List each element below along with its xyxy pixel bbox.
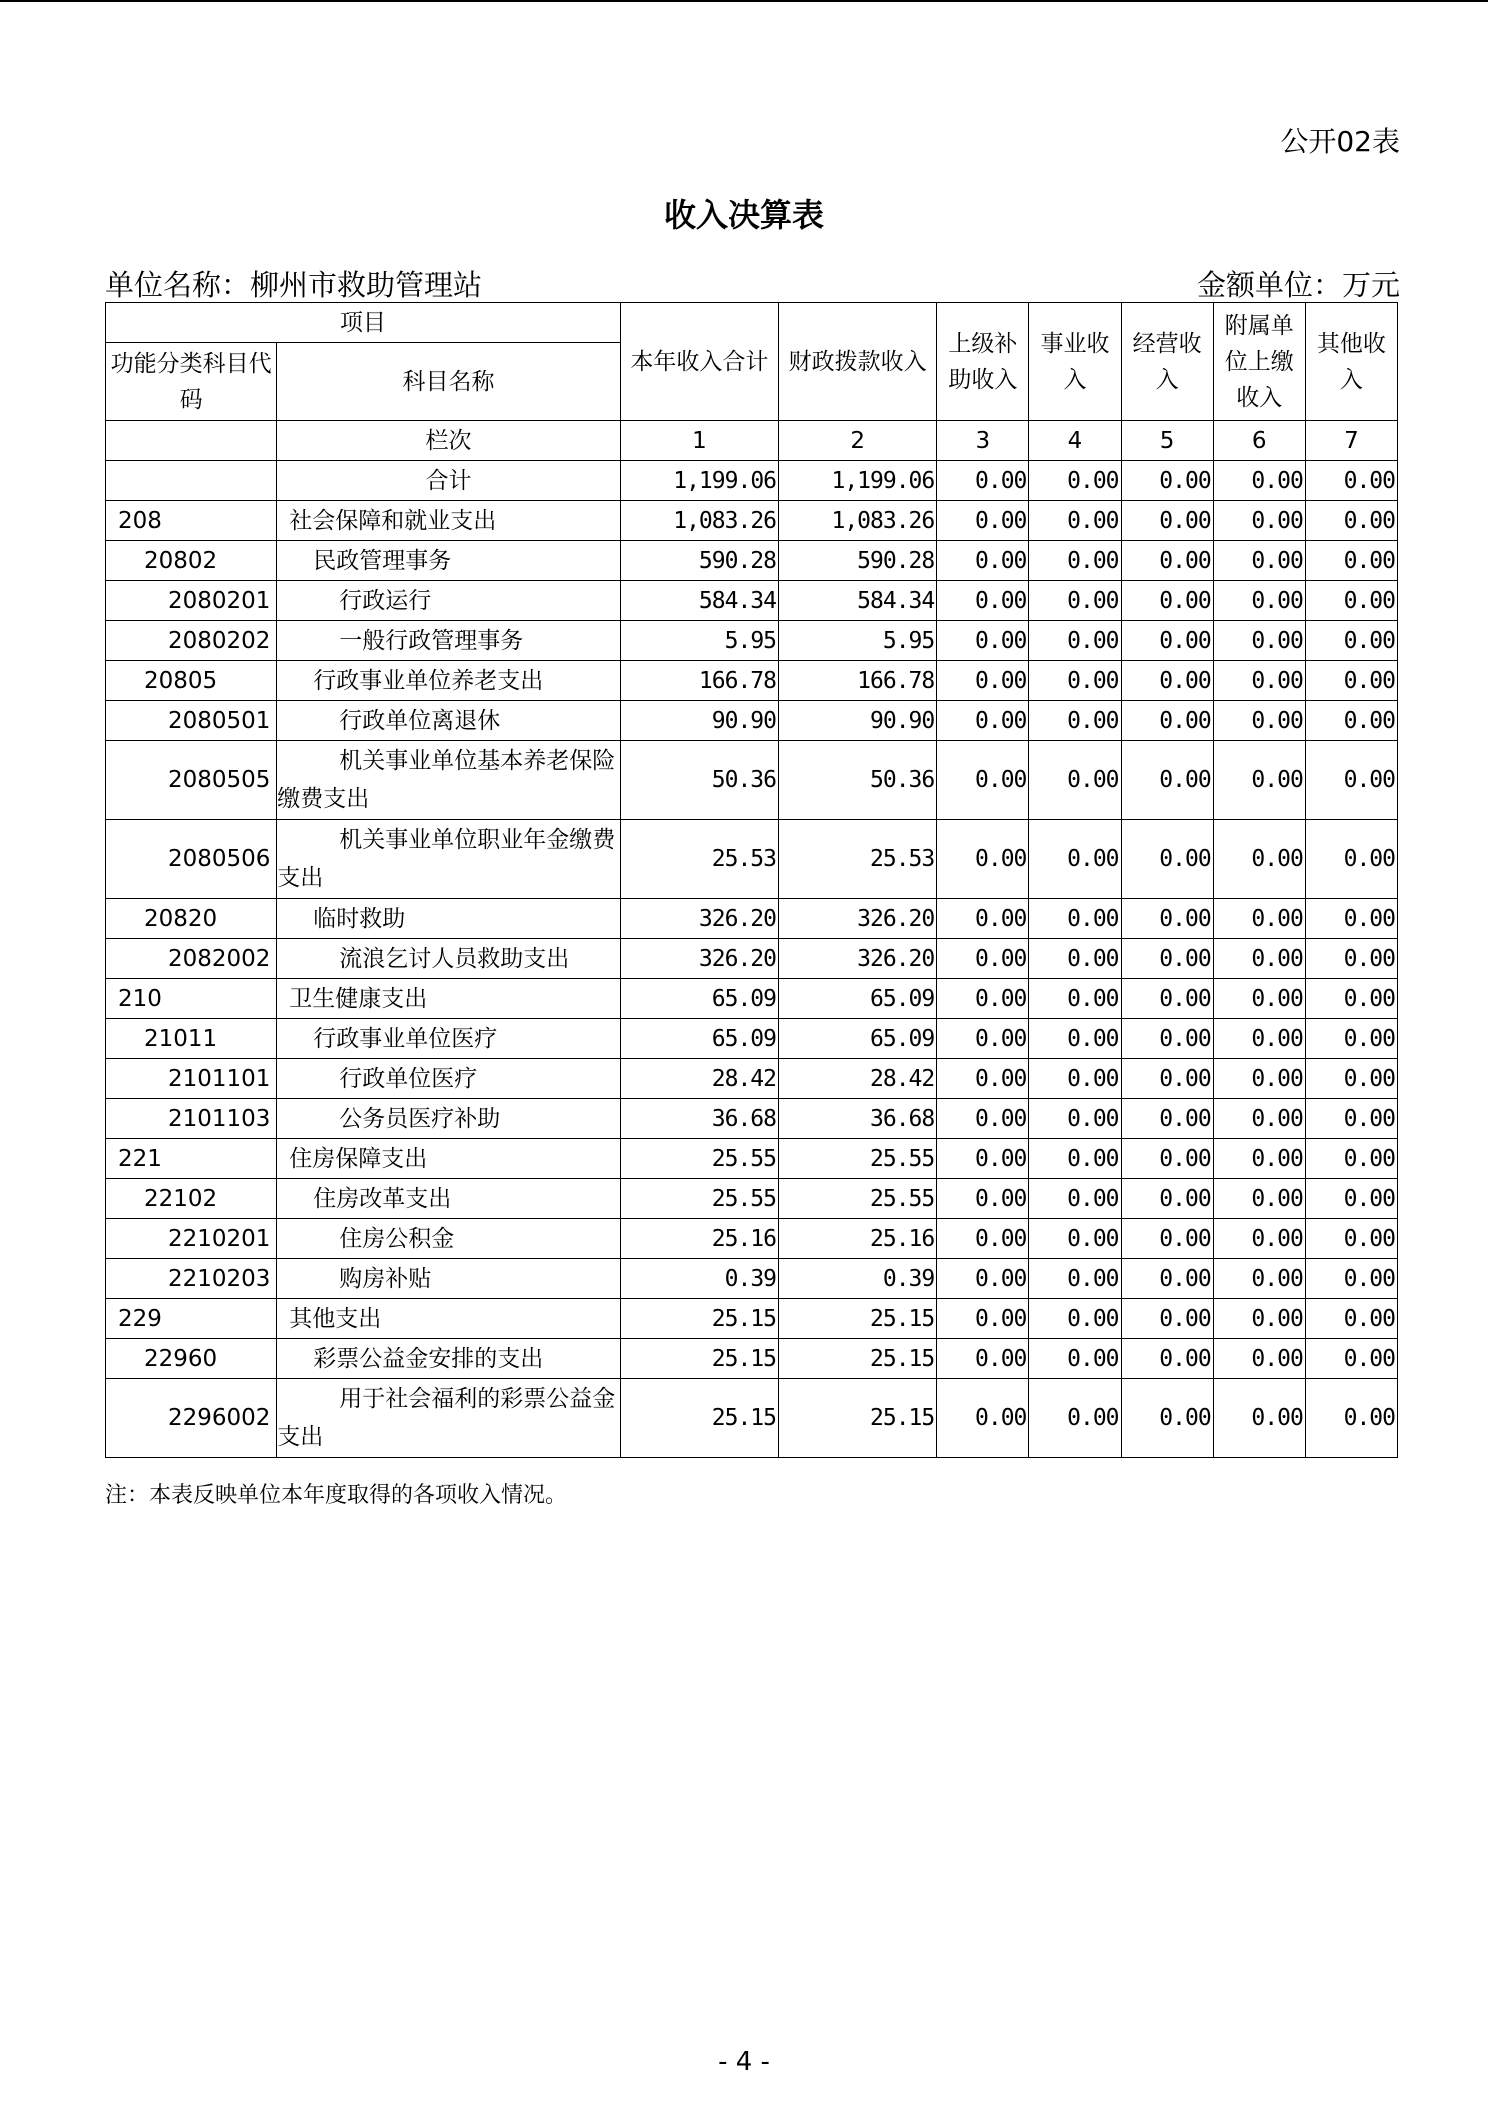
value-cell-col-3: 0.00 [937, 1339, 1029, 1379]
value-cell-col-6: 0.00 [1213, 501, 1305, 541]
value-cell-col-7: 0.00 [1305, 1379, 1397, 1458]
table-row [106, 501, 1398, 541]
value-cell-col-4: 0.00 [1029, 1179, 1121, 1219]
header-total-income: 本年收入合计 [620, 303, 778, 421]
value-cell-col-5: 0.00 [1121, 1099, 1213, 1139]
subject-code-cell: 2080201 [106, 581, 277, 621]
header-affiliated-income: 附属单位上缴收入 [1213, 303, 1305, 421]
header-blank [106, 421, 277, 461]
value-cell-col-3: 0.00 [937, 979, 1029, 1019]
value-cell-col-7: 0.00 [1305, 1259, 1397, 1299]
header-code: 功能分类科目代码 [106, 343, 277, 421]
value-cell-col-2: 50.36 [779, 741, 937, 820]
value-cell-col-5: 0.00 [1121, 1339, 1213, 1379]
value-cell-col-1: 25.16 [620, 1219, 778, 1259]
header-name: 科目名称 [277, 343, 621, 421]
value-cell-col-1: 1,083.26 [620, 501, 778, 541]
value-cell-col-2: 326.20 [779, 939, 937, 979]
value-cell-col-5: 0.00 [1121, 741, 1213, 820]
value-cell-col-6: 0.00 [1213, 1259, 1305, 1299]
value-cell-col-4: 0.00 [1029, 1099, 1121, 1139]
value-cell-col-4: 0.00 [1029, 1139, 1121, 1179]
value-cell-col-5: 0.00 [1121, 461, 1213, 501]
value-cell-col-6: 0.00 [1213, 1299, 1305, 1339]
subject-name-cell: 住房保障支出 [277, 1139, 621, 1179]
value-cell-col-2: 326.20 [779, 899, 937, 939]
value-cell-col-7: 0.00 [1305, 1139, 1397, 1179]
col-num-3: 3 [937, 421, 1029, 461]
value-cell-col-5: 0.00 [1121, 1179, 1213, 1219]
subject-name-cell: 彩票公益金安排的支出 [277, 1339, 621, 1379]
value-cell-col-5: 0.00 [1121, 1299, 1213, 1339]
subject-code-cell: 2210203 [106, 1259, 277, 1299]
col-num-4: 4 [1029, 421, 1121, 461]
subject-name-cell: 购房补贴 [277, 1259, 621, 1299]
value-cell-col-1: 326.20 [620, 899, 778, 939]
value-cell-col-2: 584.34 [779, 581, 937, 621]
value-cell-col-1: 28.42 [620, 1059, 778, 1099]
value-cell-col-5: 0.00 [1121, 701, 1213, 741]
value-cell-col-5: 0.00 [1121, 939, 1213, 979]
value-cell-col-2: 25.55 [779, 1139, 937, 1179]
table-row [106, 1339, 1398, 1379]
subject-code-cell: 22960 [106, 1339, 277, 1379]
subject-code-cell: 2210201 [106, 1219, 277, 1259]
value-cell-col-5: 0.00 [1121, 1259, 1213, 1299]
value-cell-col-1: 25.53 [620, 820, 778, 899]
value-cell-col-5: 0.00 [1121, 1139, 1213, 1179]
value-cell-col-6: 0.00 [1213, 1019, 1305, 1059]
value-cell-col-3: 0.00 [937, 820, 1029, 899]
value-cell-col-6: 0.00 [1213, 939, 1305, 979]
table-row [106, 820, 1398, 899]
value-cell-col-6: 0.00 [1213, 1059, 1305, 1099]
value-cell-col-5: 0.00 [1121, 1379, 1213, 1458]
value-cell-col-3: 0.00 [937, 581, 1029, 621]
value-cell-col-2: 65.09 [779, 979, 937, 1019]
col-num-1: 1 [620, 421, 778, 461]
table-row [106, 1019, 1398, 1059]
value-cell-col-1: 25.55 [620, 1179, 778, 1219]
value-cell-col-3: 0.00 [937, 461, 1029, 501]
value-cell-col-3: 0.00 [937, 1379, 1029, 1458]
value-cell-col-3: 0.00 [937, 541, 1029, 581]
amount-unit: 金额单位：万元 [1196, 268, 1400, 302]
subject-name-cell: 社会保障和就业支出 [277, 501, 621, 541]
value-cell-col-4: 0.00 [1029, 1219, 1121, 1259]
value-cell-col-7: 0.00 [1305, 741, 1397, 820]
table-row [106, 899, 1398, 939]
table-row [106, 979, 1398, 1019]
value-cell-col-7: 0.00 [1305, 621, 1397, 661]
subject-name-cell: 行政事业单位养老支出 [277, 661, 621, 701]
value-cell-col-4: 0.00 [1029, 939, 1121, 979]
subject-name-cell: 住房公积金 [277, 1219, 621, 1259]
value-cell-col-6: 0.00 [1213, 1339, 1305, 1379]
value-cell-col-5: 0.00 [1121, 541, 1213, 581]
value-cell-col-5: 0.00 [1121, 1019, 1213, 1059]
value-cell-col-2: 28.42 [779, 1059, 937, 1099]
col-num-5: 5 [1121, 421, 1213, 461]
value-cell-col-1: 65.09 [620, 1019, 778, 1059]
value-cell-col-4: 0.00 [1029, 621, 1121, 661]
value-cell-col-3: 0.00 [937, 1259, 1029, 1299]
value-cell-col-2: 25.15 [779, 1299, 937, 1339]
subject-name-cell: 行政事业单位医疗 [277, 1019, 621, 1059]
subject-code-cell: 2082002 [106, 939, 277, 979]
value-cell-col-7: 0.00 [1305, 1059, 1397, 1099]
value-cell-col-6: 0.00 [1213, 661, 1305, 701]
value-cell-col-1: 0.39 [620, 1259, 778, 1299]
value-cell-col-2: 25.15 [779, 1379, 937, 1458]
value-cell-col-3: 0.00 [937, 741, 1029, 820]
header-fiscal-income: 财政拨款收入 [779, 303, 937, 421]
value-cell-col-7: 0.00 [1305, 701, 1397, 741]
value-cell-col-7: 0.00 [1305, 581, 1397, 621]
value-cell-col-1: 1,199.06 [620, 461, 778, 501]
value-cell-col-6: 0.00 [1213, 741, 1305, 820]
table-row [106, 1259, 1398, 1299]
value-cell-col-5: 0.00 [1121, 979, 1213, 1019]
subject-name-cell: 机关事业单位基本养老保险缴费支出 [277, 741, 621, 820]
table-body [106, 461, 1398, 1458]
value-cell-col-6: 0.00 [1213, 820, 1305, 899]
value-cell-col-1: 25.15 [620, 1339, 778, 1379]
value-cell-col-5: 0.00 [1121, 581, 1213, 621]
header-operating-income: 经营收入 [1121, 303, 1213, 421]
value-cell-col-7: 0.00 [1305, 1339, 1397, 1379]
table-row [106, 1379, 1398, 1458]
value-cell-col-7: 0.00 [1305, 1299, 1397, 1339]
income-table [105, 302, 1398, 1458]
value-cell-col-3: 0.00 [937, 701, 1029, 741]
value-cell-col-4: 0.00 [1029, 741, 1121, 820]
subject-code-cell: 2101101 [106, 1059, 277, 1099]
table-row [106, 1299, 1398, 1339]
value-cell-col-3: 0.00 [937, 1219, 1029, 1259]
value-cell-col-7: 0.00 [1305, 1219, 1397, 1259]
value-cell-col-1: 5.95 [620, 621, 778, 661]
subject-code-cell: 2101103 [106, 1099, 277, 1139]
value-cell-col-1: 25.55 [620, 1139, 778, 1179]
table-row [106, 1219, 1398, 1259]
value-cell-col-2: 25.15 [779, 1339, 937, 1379]
subject-code-cell: 2080202 [106, 621, 277, 661]
value-cell-col-2: 166.78 [779, 661, 937, 701]
value-cell-col-2: 5.95 [779, 621, 937, 661]
value-cell-col-2: 25.16 [779, 1219, 937, 1259]
value-cell-col-1: 25.15 [620, 1379, 778, 1458]
table-row [106, 1099, 1398, 1139]
value-cell-col-2: 90.90 [779, 701, 937, 741]
value-cell-col-5: 0.00 [1121, 1059, 1213, 1099]
subject-name-cell: 住房改革支出 [277, 1179, 621, 1219]
value-cell-col-6: 0.00 [1213, 621, 1305, 661]
subject-name-cell: 一般行政管理事务 [277, 621, 621, 661]
value-cell-col-2: 25.53 [779, 820, 937, 899]
value-cell-col-1: 36.68 [620, 1099, 778, 1139]
value-cell-col-7: 0.00 [1305, 461, 1397, 501]
subject-code-cell: 20802 [106, 541, 277, 581]
value-cell-col-7: 0.00 [1305, 541, 1397, 581]
value-cell-col-6: 0.00 [1213, 1099, 1305, 1139]
table-row [106, 1139, 1398, 1179]
value-cell-col-4: 0.00 [1029, 820, 1121, 899]
value-cell-col-5: 0.00 [1121, 501, 1213, 541]
table-row [106, 701, 1398, 741]
table-row [106, 461, 1398, 501]
value-cell-col-7: 0.00 [1305, 1099, 1397, 1139]
subject-name-cell: 其他支出 [277, 1299, 621, 1339]
value-cell-col-1: 90.90 [620, 701, 778, 741]
value-cell-col-6: 0.00 [1213, 979, 1305, 1019]
subject-code-cell: 20820 [106, 899, 277, 939]
subject-name-cell: 流浪乞讨人员救助支出 [277, 939, 621, 979]
value-cell-col-5: 0.00 [1121, 899, 1213, 939]
value-cell-col-4: 0.00 [1029, 1299, 1121, 1339]
value-cell-col-2: 1,083.26 [779, 501, 937, 541]
value-cell-col-4: 0.00 [1029, 1339, 1121, 1379]
page-number: - 4 - [718, 2047, 770, 2077]
value-cell-col-7: 0.00 [1305, 899, 1397, 939]
value-cell-col-6: 0.00 [1213, 899, 1305, 939]
value-cell-col-5: 0.00 [1121, 661, 1213, 701]
value-cell-col-6: 0.00 [1213, 581, 1305, 621]
subject-code-cell: 2296002 [106, 1379, 277, 1458]
top-border-line [0, 0, 1488, 2]
value-cell-col-4: 0.00 [1029, 1059, 1121, 1099]
value-cell-col-3: 0.00 [937, 939, 1029, 979]
table-row [106, 939, 1398, 979]
subject-code-cell: 208 [106, 501, 277, 541]
value-cell-col-2: 36.68 [779, 1099, 937, 1139]
value-cell-col-2: 0.39 [779, 1259, 937, 1299]
page-title: 收入决算表 [663, 196, 824, 234]
subject-code-cell [106, 461, 277, 501]
value-cell-col-7: 0.00 [1305, 1019, 1397, 1059]
value-cell-col-5: 0.00 [1121, 820, 1213, 899]
value-cell-col-4: 0.00 [1029, 461, 1121, 501]
value-cell-col-6: 0.00 [1213, 1219, 1305, 1259]
value-cell-col-3: 0.00 [937, 1139, 1029, 1179]
value-cell-col-3: 0.00 [937, 899, 1029, 939]
header-business-income: 事业收入 [1029, 303, 1121, 421]
value-cell-col-3: 0.00 [937, 501, 1029, 541]
table-row [106, 661, 1398, 701]
value-cell-col-1: 326.20 [620, 939, 778, 979]
subject-name-cell: 行政单位离退休 [277, 701, 621, 741]
value-cell-col-3: 0.00 [937, 1059, 1029, 1099]
value-cell-col-4: 0.00 [1029, 1379, 1121, 1458]
value-cell-col-5: 0.00 [1121, 621, 1213, 661]
table-row [106, 621, 1398, 661]
value-cell-col-3: 0.00 [937, 1179, 1029, 1219]
col-num-6: 6 [1213, 421, 1305, 461]
value-cell-col-1: 65.09 [620, 979, 778, 1019]
value-cell-col-3: 0.00 [937, 621, 1029, 661]
subject-name-cell: 卫生健康支出 [277, 979, 621, 1019]
value-cell-col-7: 0.00 [1305, 939, 1397, 979]
subject-name-cell: 行政运行 [277, 581, 621, 621]
header-superior-subsidy: 上级补助收入 [937, 303, 1029, 421]
value-cell-col-2: 590.28 [779, 541, 937, 581]
value-cell-col-1: 50.36 [620, 741, 778, 820]
value-cell-col-6: 0.00 [1213, 461, 1305, 501]
value-cell-col-7: 0.00 [1305, 1179, 1397, 1219]
table-row [106, 541, 1398, 581]
col-num-7: 7 [1305, 421, 1397, 461]
value-cell-col-2: 25.55 [779, 1179, 937, 1219]
value-cell-col-4: 0.00 [1029, 1019, 1121, 1059]
table-row [106, 1179, 1398, 1219]
value-cell-col-6: 0.00 [1213, 701, 1305, 741]
value-cell-col-4: 0.00 [1029, 1259, 1121, 1299]
header-item: 项目 [106, 303, 621, 343]
table-row [106, 581, 1398, 621]
value-cell-col-2: 65.09 [779, 1019, 937, 1059]
form-code: 公开02表 [1280, 125, 1400, 158]
subject-name-cell: 临时救助 [277, 899, 621, 939]
value-cell-col-3: 0.00 [937, 1299, 1029, 1339]
subject-name-cell: 用于社会福利的彩票公益金支出 [277, 1379, 621, 1458]
value-cell-col-1: 590.28 [620, 541, 778, 581]
subject-code-cell: 21011 [106, 1019, 277, 1059]
header-row-label: 栏次 [277, 421, 621, 461]
value-cell-col-1: 25.15 [620, 1299, 778, 1339]
subject-name-cell: 合计 [277, 461, 621, 501]
value-cell-col-4: 0.00 [1029, 661, 1121, 701]
subject-name-cell: 机关事业单位职业年金缴费支出 [277, 820, 621, 899]
value-cell-col-3: 0.00 [937, 1099, 1029, 1139]
subject-code-cell: 2080505 [106, 741, 277, 820]
value-cell-col-4: 0.00 [1029, 501, 1121, 541]
subject-code-cell: 221 [106, 1139, 277, 1179]
subject-code-cell: 210 [106, 979, 277, 1019]
value-cell-col-3: 0.00 [937, 1019, 1029, 1059]
value-cell-col-4: 0.00 [1029, 581, 1121, 621]
value-cell-col-4: 0.00 [1029, 701, 1121, 741]
subject-name-cell: 民政管理事务 [277, 541, 621, 581]
value-cell-col-4: 0.00 [1029, 979, 1121, 1019]
unit-name: 单位名称：柳州市救助管理站 [105, 268, 483, 302]
value-cell-col-7: 0.00 [1305, 979, 1397, 1019]
subject-name-cell: 行政单位医疗 [277, 1059, 621, 1099]
subject-code-cell: 20805 [106, 661, 277, 701]
value-cell-col-5: 0.00 [1121, 1219, 1213, 1259]
value-cell-col-6: 0.00 [1213, 1379, 1305, 1458]
subject-code-cell: 22102 [106, 1179, 277, 1219]
value-cell-col-6: 0.00 [1213, 1179, 1305, 1219]
value-cell-col-3: 0.00 [937, 661, 1029, 701]
subject-code-cell: 2080501 [106, 701, 277, 741]
value-cell-col-4: 0.00 [1029, 541, 1121, 581]
value-cell-col-1: 584.34 [620, 581, 778, 621]
header-other-income: 其他收入 [1305, 303, 1397, 421]
value-cell-col-4: 0.00 [1029, 899, 1121, 939]
subject-code-cell: 229 [106, 1299, 277, 1339]
value-cell-col-2: 1,199.06 [779, 461, 937, 501]
value-cell-col-7: 0.00 [1305, 501, 1397, 541]
subject-name-cell: 公务员医疗补助 [277, 1099, 621, 1139]
value-cell-col-7: 0.00 [1305, 820, 1397, 899]
table-row [106, 741, 1398, 820]
value-cell-col-1: 166.78 [620, 661, 778, 701]
subject-code-cell: 2080506 [106, 820, 277, 899]
value-cell-col-6: 0.00 [1213, 1139, 1305, 1179]
value-cell-col-7: 0.00 [1305, 661, 1397, 701]
col-num-2: 2 [779, 421, 937, 461]
footnote: 注：本表反映单位本年度取得的各项收入情况。 [105, 1483, 568, 1508]
value-cell-col-6: 0.00 [1213, 541, 1305, 581]
table-row [106, 1059, 1398, 1099]
